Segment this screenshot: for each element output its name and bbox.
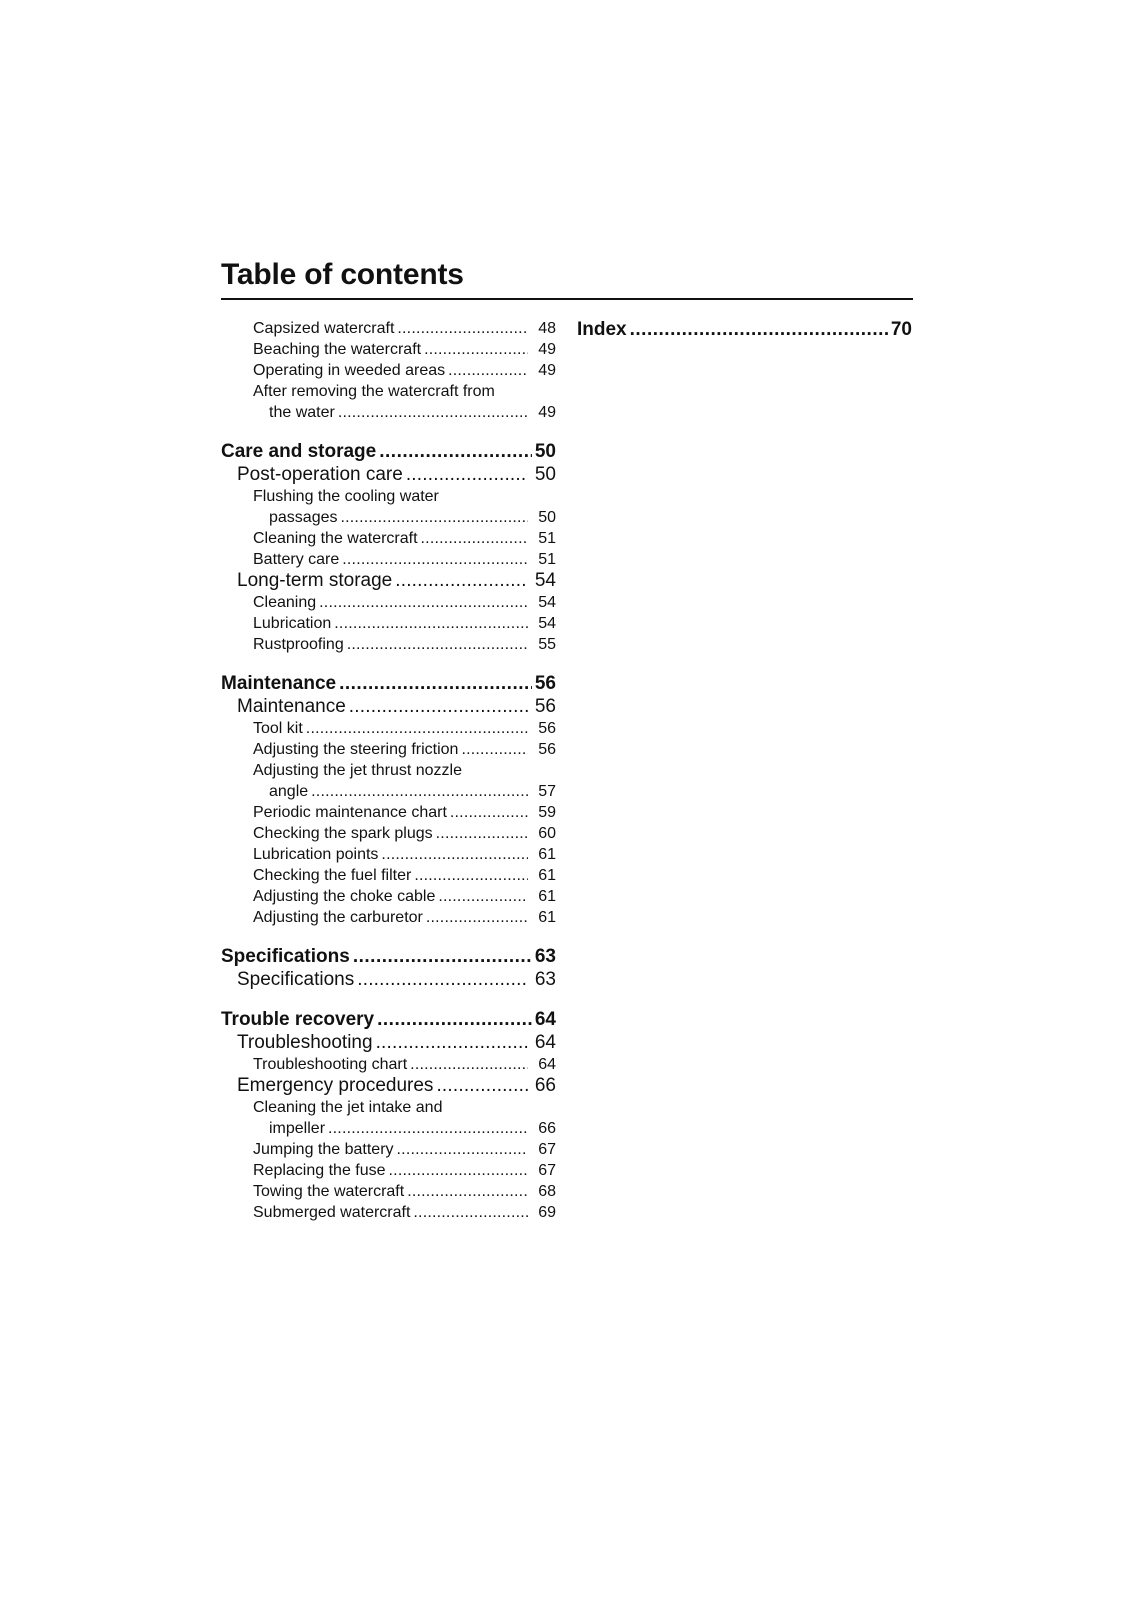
dot-leader <box>311 781 528 802</box>
dot-leader <box>461 739 528 760</box>
toc-entry-title: Specifications <box>221 946 350 967</box>
toc-entry <box>221 486 556 507</box>
toc-entry <box>221 613 556 634</box>
toc-entry-continuation <box>221 781 556 802</box>
toc-entry-title: Post-operation care <box>237 464 403 485</box>
dot-leader <box>436 1075 528 1097</box>
toc-entry-title: Tool kit <box>253 720 303 737</box>
toc-section <box>221 969 556 991</box>
toc-page-number: 59 <box>538 804 556 821</box>
toc-entry <box>221 592 556 613</box>
toc-entry <box>221 339 556 360</box>
toc-chapter <box>221 672 556 696</box>
toc-column-left <box>221 318 556 1223</box>
toc-entry-title: Beaching the watercraft <box>253 341 422 358</box>
toc-entry <box>221 718 556 739</box>
toc-page-number: 67 <box>538 1162 556 1179</box>
toc-section <box>221 464 556 486</box>
toc-page-number: 66 <box>538 1120 556 1137</box>
toc-page-number: 68 <box>538 1183 556 1200</box>
toc-section <box>221 570 556 592</box>
toc-entry-title: Maintenance <box>221 673 337 694</box>
toc-page-number: 70 <box>890 319 912 340</box>
toc-entry-title-cont: passages <box>269 509 338 526</box>
toc-entry <box>221 1181 556 1202</box>
dot-leader <box>339 672 532 696</box>
toc-section <box>221 696 556 718</box>
toc-entry-title: Battery care <box>253 551 340 568</box>
toc-page-number: 50 <box>534 464 556 485</box>
toc-entry-title: Replacing the fuse <box>253 1162 386 1179</box>
dot-leader <box>424 339 528 360</box>
toc-entry <box>221 1097 556 1118</box>
toc-entry-title: Flushing the cooling water <box>253 488 439 505</box>
toc-page-number: 56 <box>534 673 556 694</box>
toc-page-number: 50 <box>534 441 556 462</box>
dot-leader <box>341 507 529 528</box>
toc-entry-title: Cleaning the jet intake and <box>253 1099 443 1116</box>
dot-leader <box>630 318 888 342</box>
toc-column-right <box>577 318 912 342</box>
toc-entry-title: Adjusting the carburetor <box>253 909 423 926</box>
toc-entry <box>221 844 556 865</box>
toc-page-number: 61 <box>538 888 556 905</box>
toc-entry-title: Trouble recovery <box>221 1009 375 1030</box>
dot-leader <box>306 718 528 739</box>
toc-chapter <box>577 318 912 342</box>
toc-entry-title: Periodic maintenance chart <box>253 804 447 821</box>
toc-page-number: 55 <box>538 636 556 653</box>
toc-entry <box>221 360 556 381</box>
toc-entry <box>221 381 556 402</box>
toc-page-number: 54 <box>538 594 556 611</box>
toc-entry <box>221 865 556 886</box>
toc-page-number: 49 <box>538 341 556 358</box>
toc-page-number: 69 <box>538 1204 556 1221</box>
dot-leader <box>421 528 528 549</box>
toc-page-number: 50 <box>538 509 556 526</box>
dot-leader <box>395 570 528 592</box>
dot-leader <box>414 865 528 886</box>
toc-page-number: 51 <box>538 530 556 547</box>
dot-leader <box>376 1032 528 1054</box>
toc-page-number: 67 <box>538 1141 556 1158</box>
toc-entry-title: Checking the spark plugs <box>253 825 433 842</box>
toc-entry-continuation <box>221 402 556 423</box>
dot-leader <box>436 823 528 844</box>
toc-entry-title: After removing the watercraft from <box>253 383 495 400</box>
toc-page-number: 64 <box>538 1056 556 1073</box>
page-title: Table of contents <box>221 258 464 291</box>
toc-page-number: 56 <box>538 741 556 758</box>
toc-entry <box>221 1054 556 1075</box>
toc-entry <box>221 886 556 907</box>
dot-leader <box>328 1118 528 1139</box>
toc-entry-title: Cleaning the watercraft <box>253 530 418 547</box>
dot-leader <box>413 1202 528 1223</box>
toc-chapter <box>221 440 556 464</box>
dot-leader <box>379 440 532 464</box>
dot-leader <box>334 613 528 634</box>
dot-leader <box>450 802 528 823</box>
toc-entry-title: Lubrication <box>253 615 332 632</box>
toc-section <box>221 1075 556 1097</box>
toc-entry <box>221 802 556 823</box>
toc-entry <box>221 634 556 655</box>
toc-entry-title: Towing the watercraft <box>253 1183 405 1200</box>
toc-entry-title: Operating in weeded areas <box>253 362 446 379</box>
toc-entry-title: Emergency procedures <box>237 1075 434 1096</box>
toc-page-number: 49 <box>538 362 556 379</box>
toc-entry <box>221 1160 556 1181</box>
dot-leader <box>397 318 528 339</box>
toc-page-number: 60 <box>538 825 556 842</box>
toc-page-number: 61 <box>538 867 556 884</box>
toc-page-number: 63 <box>534 946 556 967</box>
toc-section <box>221 1032 556 1054</box>
dot-leader <box>357 969 528 991</box>
toc-entry-continuation <box>221 507 556 528</box>
toc-entry-title-cont: angle <box>269 783 309 800</box>
toc-entry-title: Care and storage <box>221 441 377 462</box>
dot-leader <box>338 402 528 423</box>
toc-page-number: 64 <box>534 1009 556 1030</box>
toc-page-number: 64 <box>534 1032 556 1053</box>
toc-entry-title: Checking the fuel filter <box>253 867 412 884</box>
toc-entry <box>221 1139 556 1160</box>
toc-entry-continuation <box>221 1118 556 1139</box>
toc-entry <box>221 549 556 570</box>
dot-leader <box>349 696 528 718</box>
dot-leader <box>342 549 528 570</box>
toc-entry-title: Adjusting the jet thrust nozzle <box>253 762 463 779</box>
toc-entry <box>221 907 556 928</box>
toc-entry-title: Submerged watercraft <box>253 1204 411 1221</box>
toc-entry <box>221 318 556 339</box>
toc-page-number: 61 <box>538 909 556 926</box>
toc-entry <box>221 739 556 760</box>
toc-entry-title: Capsized watercraft <box>253 320 395 337</box>
toc-page-number: 57 <box>538 783 556 800</box>
toc-page-number: 49 <box>538 404 556 421</box>
toc-entry-title: Lubrication points <box>253 846 379 863</box>
toc-entry-title: Specifications <box>237 969 355 990</box>
toc-chapter <box>221 1008 556 1032</box>
toc-entry-title-cont: impeller <box>269 1120 326 1137</box>
toc-entry-title-cont: the water <box>269 404 335 421</box>
toc-entry-title: Adjusting the choke cable <box>253 888 436 905</box>
toc-entry-title: Rustproofing <box>253 636 344 653</box>
dot-leader <box>377 1008 532 1032</box>
toc-page-number: 54 <box>534 570 556 591</box>
toc-entry-title: Jumping the battery <box>253 1141 394 1158</box>
dot-leader <box>406 464 528 486</box>
toc-page-number: 61 <box>538 846 556 863</box>
toc-entry-title: Troubleshooting <box>237 1032 373 1053</box>
toc-page-number: 48 <box>538 320 556 337</box>
toc-page-number: 56 <box>534 696 556 717</box>
toc-entry-title: Cleaning <box>253 594 317 611</box>
toc-chapter <box>221 945 556 969</box>
dot-leader <box>410 1054 528 1075</box>
dot-leader <box>389 1160 528 1181</box>
toc-entry-title: Maintenance <box>237 696 346 717</box>
toc-entry <box>221 528 556 549</box>
dot-leader <box>438 886 528 907</box>
toc-entry <box>221 760 556 781</box>
toc-page-number: 51 <box>538 551 556 568</box>
toc-entry-title: Long-term storage <box>237 570 393 591</box>
dot-leader <box>319 592 528 613</box>
toc-entry <box>221 823 556 844</box>
dot-leader <box>347 634 528 655</box>
toc-page-number: 56 <box>538 720 556 737</box>
toc-page-number: 63 <box>534 969 556 990</box>
dot-leader <box>448 360 528 381</box>
dot-leader <box>397 1139 528 1160</box>
toc-page-number: 54 <box>538 615 556 632</box>
dot-leader <box>353 945 532 969</box>
toc-entry-title: Index <box>577 319 627 340</box>
toc-entry-title: Adjusting the steering friction <box>253 741 459 758</box>
dot-leader <box>426 907 528 928</box>
toc-page-number: 66 <box>534 1075 556 1096</box>
toc-entry-title: Troubleshooting chart <box>253 1056 408 1073</box>
dot-leader <box>407 1181 528 1202</box>
dot-leader <box>381 844 528 865</box>
title-rule <box>221 298 913 300</box>
toc-entry <box>221 1202 556 1223</box>
